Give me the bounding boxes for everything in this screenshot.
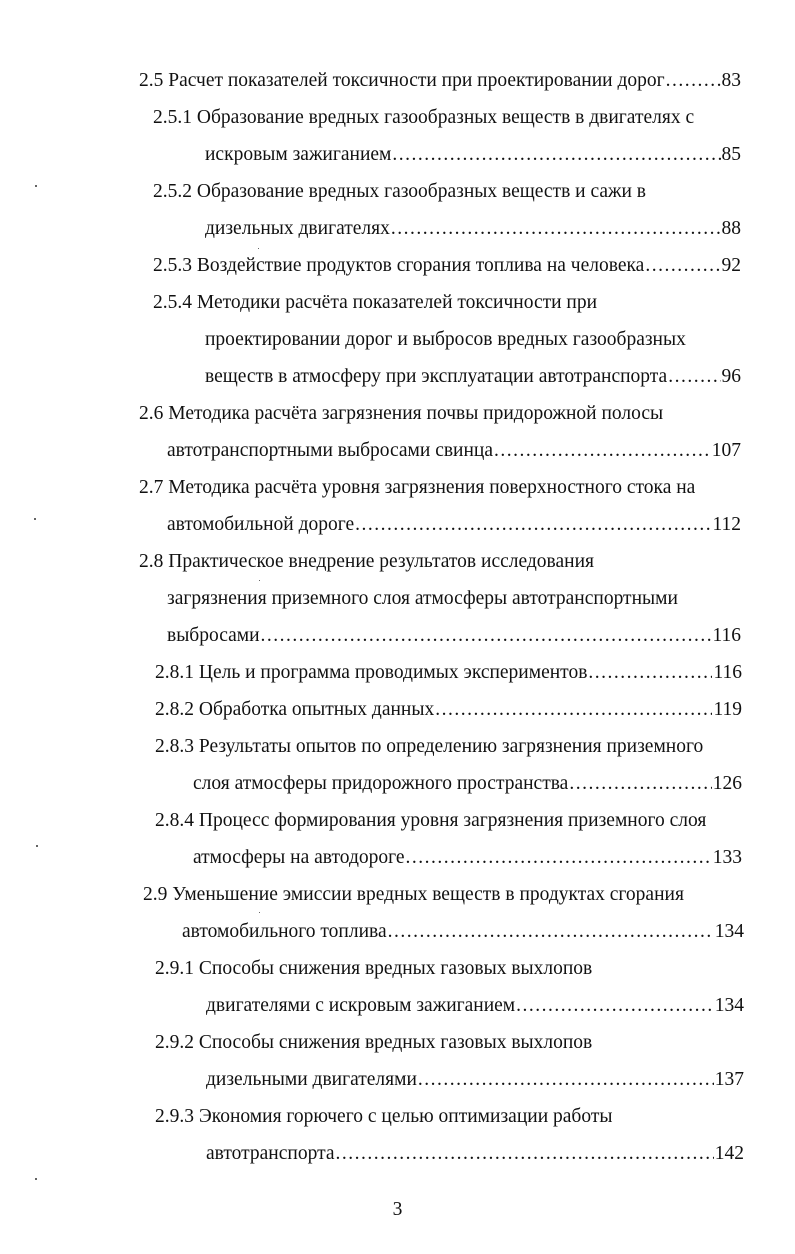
toc-line (139, 402, 663, 426)
toc-line (205, 328, 686, 352)
leader-dots (645, 254, 720, 278)
leader-dots (335, 1142, 713, 1166)
toc-entry-text: 2.9 Уменьшение эмиссии вредных веществ в продуктах сгорания (143, 884, 684, 905)
toc-line (153, 180, 646, 204)
toc-entry-text: 2.7 Методика расчёта уровня загрязнения поверхностного стока на (139, 477, 696, 498)
toc-page-number: 134 (714, 921, 744, 942)
toc-page-number: 119 (713, 699, 742, 720)
toc-entry-text: 2.5.4 Методики расчёта показателей токсичности при (153, 292, 598, 313)
toc-page-number: 134 (714, 995, 744, 1016)
scan-speck (35, 1178, 37, 1180)
toc-entry-text: автомобильной дороге (167, 514, 355, 535)
toc-line (182, 920, 744, 944)
toc-line (193, 772, 742, 796)
leader-dots (494, 439, 711, 463)
toc-line (155, 698, 742, 722)
toc-entry-text: 2.5 Расчет показателей токсичности при проектировании дорог (139, 70, 665, 91)
leader-dots (435, 698, 712, 722)
toc-entry-text: дизельных двигателях (205, 218, 390, 239)
toc-line (153, 106, 694, 130)
leader-dots (406, 846, 712, 870)
leader-dots (392, 143, 720, 167)
leader-dots (418, 1068, 714, 1092)
toc-page-number: 85 (721, 144, 741, 165)
toc-page-number: 142 (714, 1143, 744, 1164)
toc-page-number: 116 (712, 625, 741, 646)
toc-line (155, 1031, 592, 1055)
toc-line (205, 143, 741, 167)
leader-dots (668, 365, 720, 389)
toc-entry-text: слоя атмосферы придорожного пространства (193, 773, 569, 794)
toc-entry-text: 2.8.4 Процесс формирования уровня загрязнения приземного слоя (155, 810, 707, 831)
toc-page-number: 88 (721, 218, 741, 239)
page-number: 3 (392, 1199, 403, 1220)
toc-entry-text: 2.9.2 Способы снижения вредных газовых выхлопов (155, 1032, 593, 1053)
toc-line (206, 1142, 744, 1166)
toc-entry-text: 2.8.2 Обработка опытных данных (155, 699, 435, 720)
toc-entry-text: автомобильного топлива (182, 921, 387, 942)
toc-line (205, 217, 741, 241)
toc-entry-text: атмосферы на автодороге (193, 847, 405, 868)
leader-dots (391, 217, 721, 241)
leader-dots (666, 69, 721, 93)
toc-entry-text: загрязнения приземного слоя атмосферы автотранспортными (167, 588, 678, 609)
leader-dots (588, 661, 712, 685)
toc-entry-text: 2.8.3 Результаты опытов по определению загрязнения приземного (155, 736, 704, 757)
toc-line (155, 957, 592, 981)
toc-line (206, 994, 744, 1018)
toc-page-number: 112 (712, 514, 741, 535)
toc-line (155, 661, 742, 685)
toc-page-number: 83 (721, 70, 741, 91)
leader-dots (516, 994, 714, 1018)
toc-entry-text: 2.8.1 Цель и программа проводимых экспериментов (155, 662, 588, 683)
toc-entry-text: двигателями с искровым зажиганием (206, 995, 516, 1016)
toc-line (153, 291, 597, 315)
toc-entry-text: 2.5.1 Образование вредных газообразных веществ в двигателях с (153, 107, 695, 128)
toc-page-number: 107 (711, 440, 741, 461)
scan-speck (258, 248, 259, 249)
toc-page-number: 116 (713, 662, 742, 683)
toc-page-number: 133 (712, 847, 742, 868)
toc-line (155, 735, 703, 759)
toc-page-number: 96 (721, 366, 741, 387)
toc-entry-text: 2.9.1 Способы снижения вредных газовых выхлопов (155, 958, 593, 979)
toc-page-number: 92 (721, 255, 741, 276)
toc-entry-text: веществ в атмосферу при эксплуатации автотранспорта (205, 366, 668, 387)
toc-entry-text: 2.5.2 Образование вредных газообразных веществ и сажи в (153, 181, 647, 202)
toc-entry-text: автотранспорта (206, 1143, 335, 1164)
toc-entry-text: дизельными двигателями (206, 1069, 417, 1090)
toc-entry-text: 2.8 Практическое внедрение результатов исследования (139, 551, 594, 572)
toc-line (167, 587, 678, 611)
toc-entry-text: проектировании дорог и выбросов вредных газообразных (205, 329, 686, 350)
toc-line (206, 1068, 744, 1092)
toc-line (143, 883, 684, 907)
leader-dots (569, 772, 711, 796)
toc-entry-text: автотранспортными выбросами свинца (167, 440, 494, 461)
toc-entry-text: искровым зажиганием (205, 144, 392, 165)
toc-line (205, 365, 741, 389)
leader-dots (355, 513, 711, 537)
toc-page-number: 126 (712, 773, 742, 794)
toc-entry-text: 2.6 Методика расчёта загрязнения почвы придорожной полосы (139, 403, 664, 424)
toc-line (193, 846, 742, 870)
toc-entry-text: 2.5.3 Воздействие продуктов сгорания топлива на человека (153, 255, 645, 276)
toc-entry-text: 2.9.3 Экономия горючего с целью оптимизации работы (155, 1106, 613, 1127)
toc-line (167, 439, 741, 463)
toc-page-number: 137 (714, 1069, 744, 1090)
toc-line (155, 809, 706, 833)
toc-entry-text: выбросами (167, 625, 260, 646)
scan-speck (35, 185, 37, 187)
scan-speck (259, 580, 260, 581)
leader-dots (388, 920, 714, 944)
toc-line (139, 550, 594, 574)
scan-speck (36, 845, 38, 847)
toc-line (153, 254, 741, 278)
toc-line (139, 476, 695, 500)
toc-line (139, 69, 741, 93)
toc-line (155, 1105, 612, 1129)
scan-speck (259, 912, 260, 913)
scan-speck (34, 518, 36, 520)
toc-line (167, 513, 741, 537)
leader-dots (261, 624, 712, 648)
toc-line (167, 624, 741, 648)
